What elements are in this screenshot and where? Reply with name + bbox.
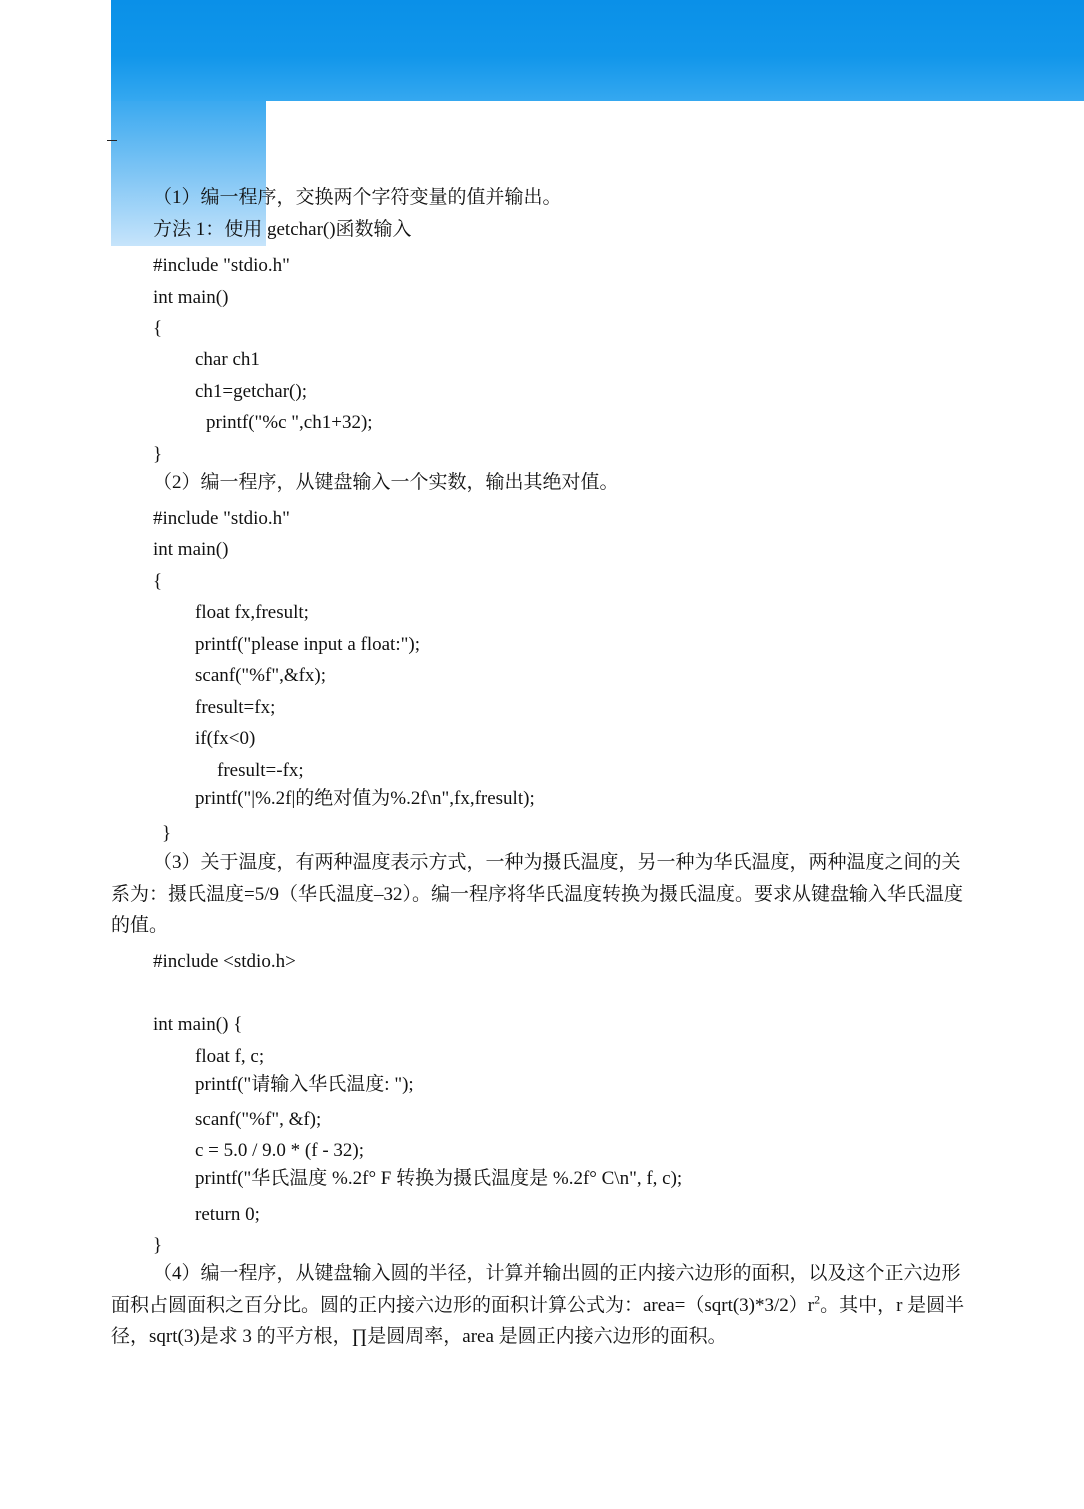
code-line: float fx,fresult; (195, 602, 309, 623)
code-line: } (162, 823, 172, 844)
code-line: { (153, 571, 163, 592)
code-line: fresult=fx; (195, 697, 276, 718)
exercise-1-heading: （1）编一程序，交换两个字符变量的值并输出。 (153, 187, 562, 208)
code-line: if(fx<0) (195, 728, 256, 749)
code-line: fresult=-fx; (217, 760, 304, 781)
exercise-4-paragraph (111, 1258, 976, 1353)
code-line: printf("华氏温度 %.2f° F 转换为摄氏温度是 %.2f° C\n", f, c); (195, 1168, 683, 1189)
code-line: } (153, 444, 163, 465)
code-line: scanf("%f",&fx); (195, 665, 327, 686)
method-1-label: 方法 1：使用 getchar()函数输入 (153, 219, 412, 240)
superscript-2: 2 (814, 1292, 821, 1307)
margin-mark (107, 140, 117, 141)
code-line: } (153, 1235, 163, 1256)
code-line: float f, c; (195, 1046, 265, 1067)
code-line: printf("%c ",ch1+32); (206, 412, 373, 433)
code-line: #include "stdio.h" (153, 255, 290, 276)
code-line: int main() (153, 539, 229, 560)
code-line: return 0; (195, 1204, 260, 1225)
code-line: ch1=getchar(); (195, 381, 307, 402)
exercise-4-text-b: 。其中，r 是圆半径，sqrt(3)是求 3 的平方根，∏是圆周率，area 是圆正内接六边形的面积。 (111, 1294, 965, 1347)
exercise-2-heading: （2）编一程序，从键盘输入一个实数，输出其绝对值。 (153, 472, 619, 493)
exercise-3-paragraph: （3）关于温度，有两种温度表示方式，一种为摄氏温度，另一种为华氏温度，两种温度之间的关系为：摄氏温度=5/9（华氏温度–32）。编一程序将华氏温度转换为摄氏温度。要求从键盘输入华氏温度的值。 (111, 852, 963, 936)
code-line: c = 5.0 / 9.0 * (f - 32); (195, 1140, 365, 1161)
code-line: printf("please input a float:"); (195, 634, 420, 655)
code-line: printf("请输入华氏温度: "); (195, 1074, 414, 1095)
exercise-4-text-a: （4）编一程序，从键盘输入圆的半径，计算并输出圆的正内接六边形的面积，以及这个正六边形面积占圆面积之百分比。圆的正内接六边形的面积计算公式为：area=（sqrt(3)*3/2）r (111, 1263, 961, 1316)
code-line: { (153, 318, 163, 339)
code-line: int main() { (153, 1014, 243, 1035)
code-line: printf("|%.2f|的绝对值为%.2f\n",fx,fresult); (195, 788, 535, 809)
code-line: scanf("%f", &f); (195, 1109, 322, 1130)
code-line: #include <stdio.h> (153, 951, 296, 972)
code-line: char ch1 (195, 349, 260, 370)
code-line: #include "stdio.h" (153, 508, 290, 529)
header-banner (111, 0, 1084, 101)
code-line: int main() (153, 287, 229, 308)
